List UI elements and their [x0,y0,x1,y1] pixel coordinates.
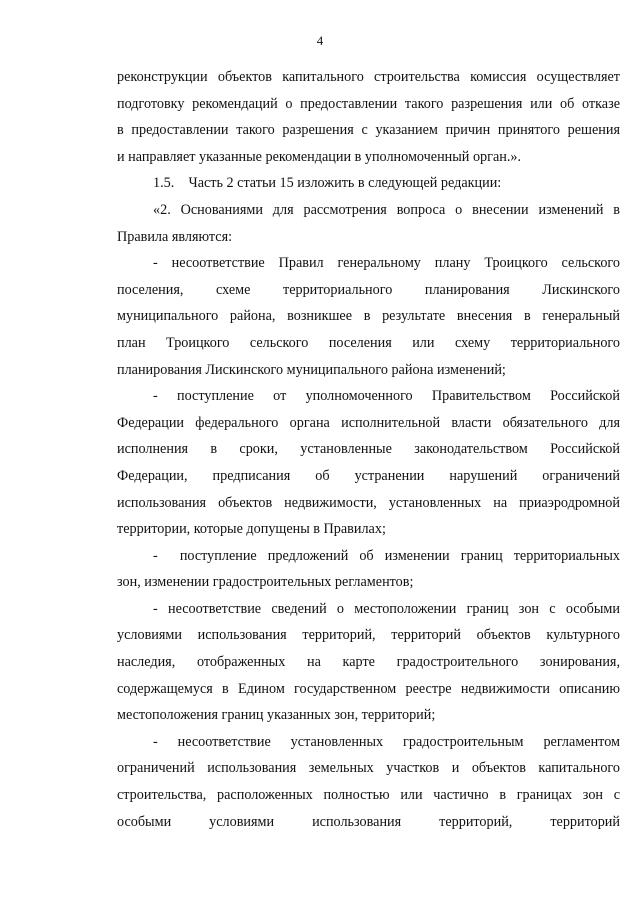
text-line: местоположения границ указанных зон, территорий; [117,707,436,724]
text-line: планирования Лискинского муниципального района изменений; [117,361,506,378]
text-line: особыми условиями использования территорий, территорий [117,813,620,830]
text-line: исполнения в сроки, установленные законодательством Российской [117,441,620,458]
text-line: - несоответствие сведений о местоположении границ зон с особыми [153,600,620,617]
text-line: наследия, отображенных на карте градостроительного зонирования, [117,654,620,671]
page-number: 4 [316,33,324,48]
text-line: использования объектов недвижимости, установленных на приаэродромной [117,494,620,511]
text-line: план Троицкого сельского поселения или схему территориального [117,334,620,351]
text-line: - поступление от уполномоченного Правительством Российской [153,388,620,405]
text-line: Правила являются: [117,228,233,245]
text-line: 1.5. Часть 2 статьи 15 изложить в следующей редакции: [153,175,502,192]
text-line: - поступление предложений об изменении границ территориальных [153,547,620,564]
text-line: муниципального района, возникшее в результате внесения в генеральный [117,308,620,325]
text-line: подготовку рекомендаций о предоставлении такого разрешения или об отказе [117,95,620,112]
text-line: - несоответствие установленных градостроительным регламентом [153,733,620,750]
text-line: Федерации федерального органа исполнительной власти обязательного для [117,414,620,431]
text-line: Федерации, предписания об устранении нарушений ограничений [117,467,620,484]
text-line: «2. Основаниями для рассмотрения вопроса о внесении изменений в [153,201,620,218]
text-line: условиями использования территорий, территорий объектов культурного [117,627,620,644]
text-line: территории, которые допущены в Правилах; [117,521,386,538]
text-line: - несоответствие Правил генеральному плану Троицкого сельского [153,255,620,272]
text-line: реконструкции объектов капитального строительства комиссия осуществляет [117,69,620,85]
text-line: ограничений использования земельных участков и объектов капитального [117,760,620,777]
text-line: поселения, схеме территориального планирования Лискинского [117,281,620,298]
text-line: зон, изменении градостроительных регламентов; [117,574,414,591]
text-line: строительства, расположенных полностью или частично в границах зон с [117,787,620,804]
text-line: содержащемуся в Едином государственном реестре недвижимости описанию [117,680,620,697]
text-line: в предоставлении такого разрешения с указанием причин принятого решения [117,122,620,139]
document-body [117,64,620,835]
text-line: и направляет указанные рекомендации в уполномоченный орган.». [117,148,522,165]
